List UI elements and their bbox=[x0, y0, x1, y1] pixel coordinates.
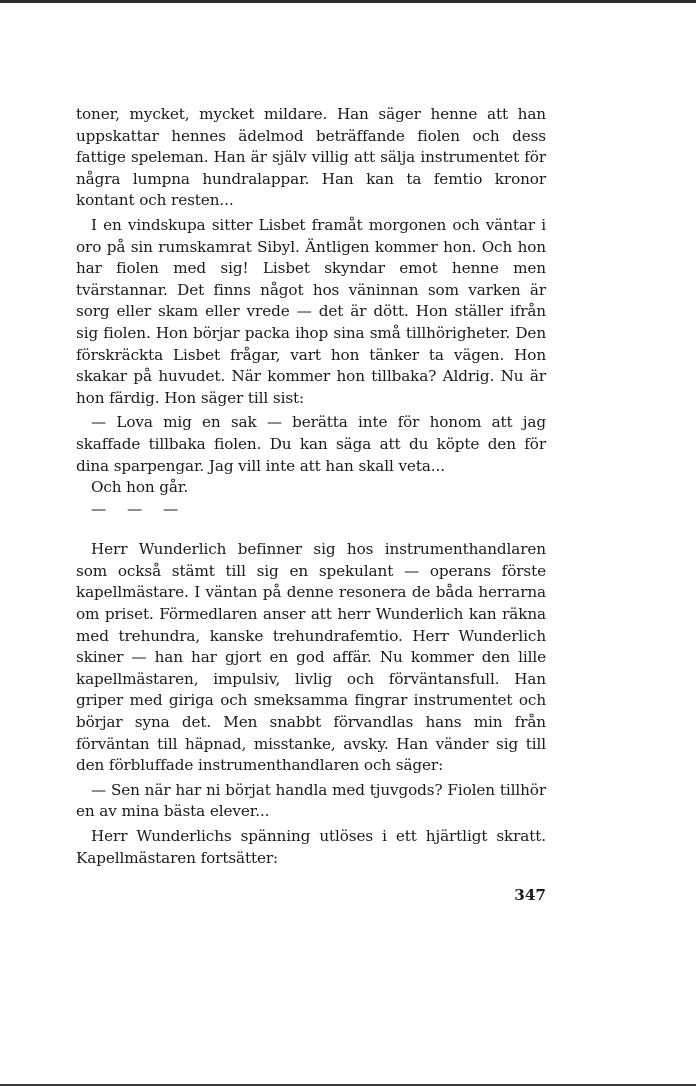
dialogue-lova-mig: — Lova mig en sak — berätta inte för honom att jag skaffade tillbaka fiolen. Du kan säga att du köpte den för dina sparpengar. Jag vill inte att han skall veta... bbox=[76, 413, 546, 475]
top-edge-rule bbox=[0, 0, 696, 3]
dialogue-tjuvgods: — Sen när har ni börjat handla med tjuvgods? Fiolen tillhör en av mina bästa elever... bbox=[76, 780, 546, 821]
paragraph-och-hon-gar: Och hon går. bbox=[91, 478, 189, 497]
paragraph-skratt: Herr Wunderlichs spänning utlöses i ett hjärtligt skratt. Kapellmästaren fortsätter: bbox=[76, 827, 546, 867]
section-separator: — — — bbox=[91, 499, 187, 518]
paragraph-wunderlich: Herr Wunderlich befinner sig hos instrumenthandlaren som också stämt till sig en spekulant — operans förste kapellmästare. I väntan på denne resonera de båda herrarna om priset. Förmedlaren anser att herr Wunderlich kan räkna med trehundra, kanske trehundrafemtio. Herr Wunderlich skiner — han har gjort en god affär. Nu kommer den lille kapellmästaren, impulsiv, livlig och förväntansfull. Han griper med giriga och smeksamma fingrar instrumentet och börjar syna det. Men snabbt förvandlas hans min från förväntan till häpnad, misstanke, avsky. Han vänder sig till den förbluffade instrumenthandlaren och säger: bbox=[76, 540, 546, 775]
page-number: 347 bbox=[514, 886, 546, 904]
paragraph-vindskupa: I en vindskupa sitter Lisbet framåt morgonen och väntar i oro på sin rumskamrat Sibyl. Äntligen kommer hon. Och hon har fiolen med sig! Lisbet skyndar emot henne men tvärstannar. Det finns något hos väninnan som varken är sorg eller skam eller vrede — det är dött. Hon ställer ifrån sig fiolen. Hon börjar packa ihop sina små tillhörigheter. Den förskräckta Lisbet frågar, vart hon tänker ta vägen. Hon skakar på huvudet. När kommer hon tillbaka? Aldrig. Nu är hon färdig. Hon säger till sist: bbox=[76, 215, 546, 407]
paragraph-continued: toner, mycket, mycket mildare. Han säger henne att han uppskattar hennes ädelmod beträffande fiolen och dess fattige speleman. Han är själv villig att sälja instrumentet för några lumpna hundralappar. Han kan ta femtio kronor kontant och resten... bbox=[76, 105, 546, 210]
body-text bbox=[76, 104, 546, 869]
